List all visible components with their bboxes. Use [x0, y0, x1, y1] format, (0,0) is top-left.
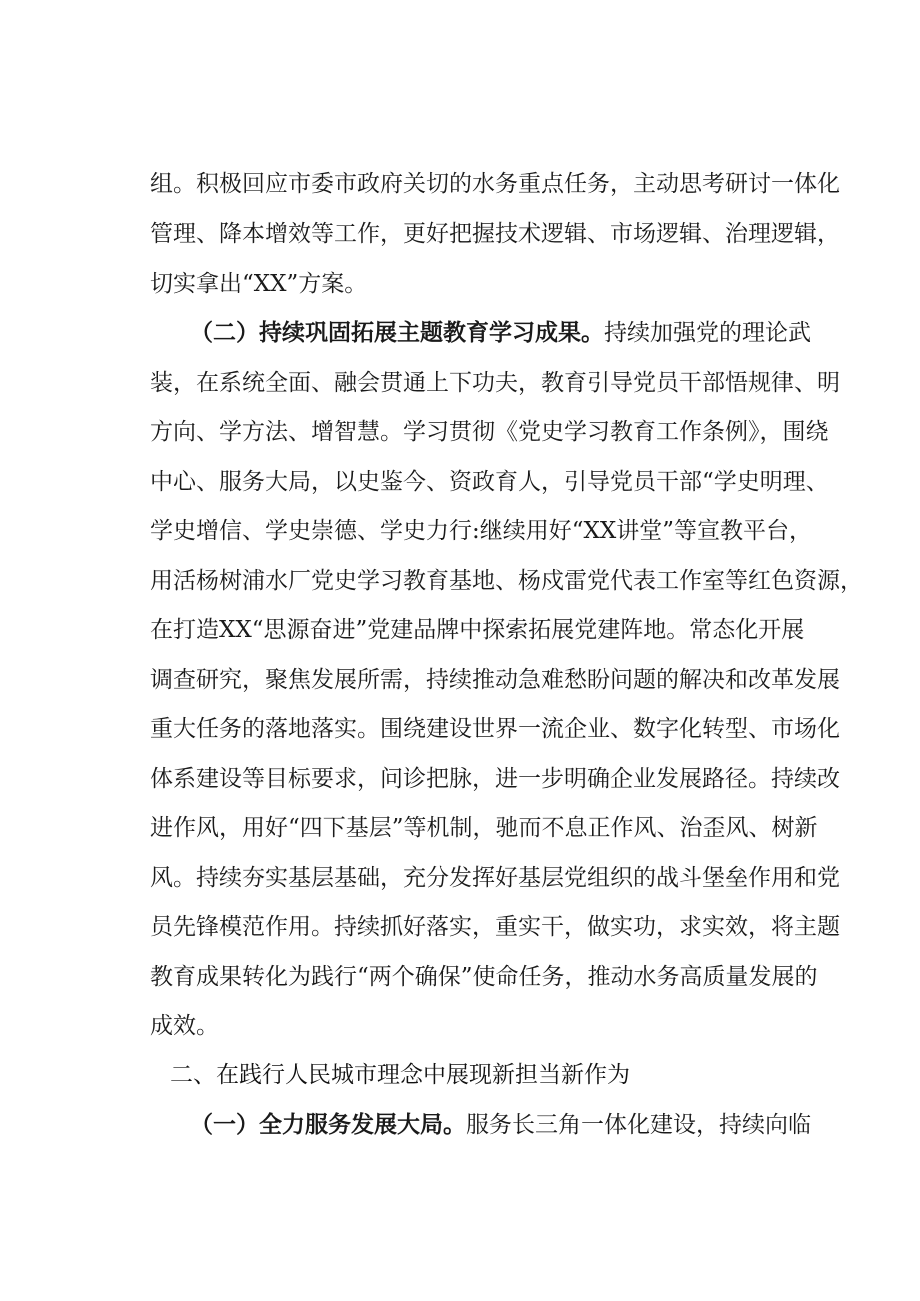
- paragraph-2-line: 中心、服务大局，以史鉴今、资政育人，引导党员干部“学史明理、: [150, 469, 829, 495]
- paragraph-2-line: 装，在系统全面、融会贯通上下功夫，教育引导党员干部悟规律、明: [150, 370, 840, 396]
- paragraph-2-line: 重大任务的落地落实。围绕建设世界一流企业、数字化转型、市场化: [150, 716, 840, 742]
- paragraph-3-first-line: [190, 1107, 811, 1143]
- paragraph-2-line: 教育成果转化为践行“两个确保”使命任务，推动水务高质量发展的: [150, 964, 818, 990]
- section-heading: 二、在践行人民城市理念中展现新担当新作为: [170, 1062, 630, 1088]
- paragraph-2-line: 学史增信、学史崇德、学史力行:继续用好“XX讲堂”等宣教平台，: [150, 518, 813, 544]
- paragraph-2-line: 成效。: [150, 1013, 219, 1039]
- paragraph-2-line: 调查研究，聚焦发展所需，持续推动急难愁盼问题的解决和改革发展: [150, 667, 840, 693]
- paragraph-2-line: 风。持续夯实基层基础，充分发挥好基层党组织的战斗堡垒作用和党: [150, 865, 840, 891]
- subheading-2: （二）持续巩固拓展主题教育学习成果。: [190, 320, 604, 346]
- paragraph-3-lead-text: 服务长三角一体化建设，持续向临: [466, 1112, 811, 1138]
- paragraph-2-first-line: [190, 315, 811, 351]
- paragraph-2-line: 进作风，用好“四下基层”等机制，驰而不息正作风、治歪风、树新: [150, 815, 818, 841]
- paragraph-2-lead-text: 持续加强党的理论武: [604, 320, 811, 346]
- paragraph-1-line-1: 组。积极回应市委市政府关切的水务重点任务，主动思考研讨一体化: [150, 171, 840, 197]
- paragraph-2-line: 体系建设等目标要求，问诊把脉，进一步明确企业发展路径。持续改: [150, 766, 840, 792]
- paragraph-2-line: 用活杨树浦水厂党史学习教育基地、杨戍雷党代表工作室等红色资源，: [150, 568, 863, 594]
- paragraph-1-line-2: 管理、降本增效等工作，更好把握技术逻辑、市场逻辑、治理逻辑，: [150, 221, 840, 247]
- paragraph-2-line: 方向、学方法、增智慧。学习贯彻《党史学习教育工作条例》，围绕: [150, 419, 829, 445]
- paragraph-2-line: 在打造XX“思源奋进”党建品牌中探索拓展党建阵地。常态化开展: [150, 617, 805, 643]
- paragraph-1-line-3: 切实拿出“XX”方案。: [150, 271, 368, 297]
- subheading-1: （一）全力服务发展大局。: [190, 1112, 466, 1138]
- paragraph-2-line: 员先锋模范作用。持续抓好落实，重实干，做实功，求实效，将主题: [150, 914, 840, 940]
